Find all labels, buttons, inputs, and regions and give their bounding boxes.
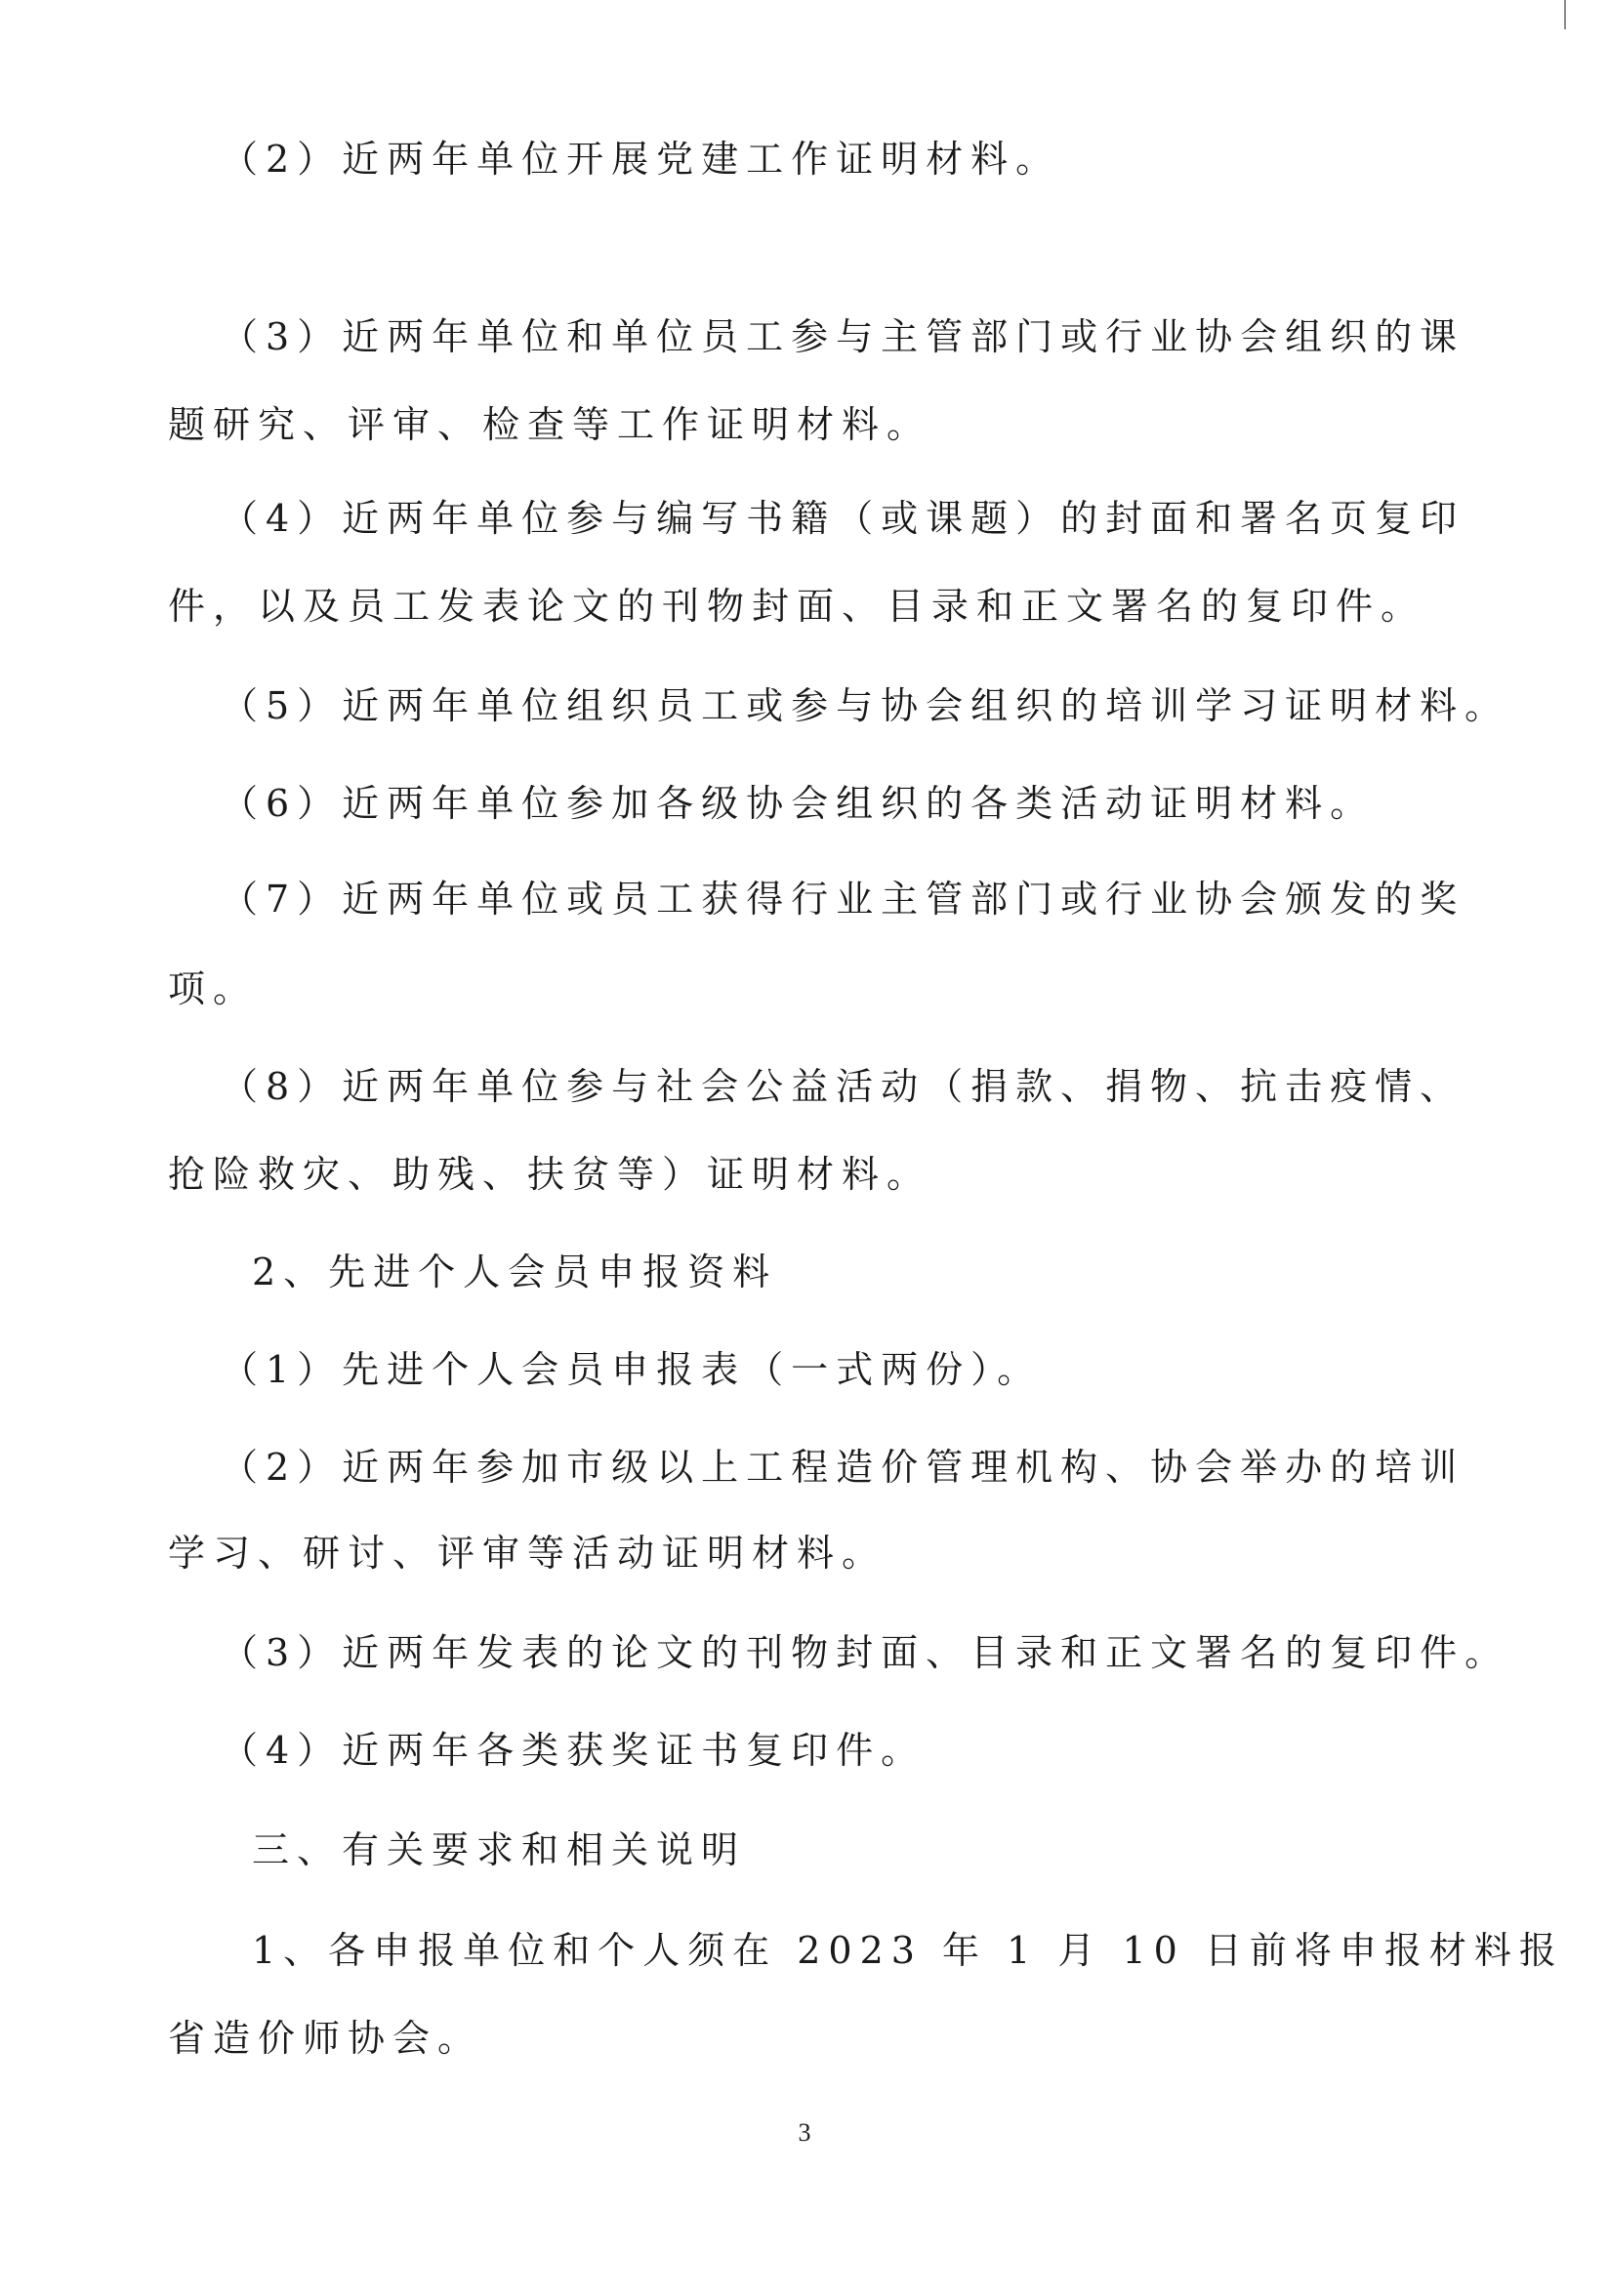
text-line: （3）近两年单位和单位员工参与主管部门或行业协会组织的课: [221, 315, 1465, 358]
text-line: （8）近两年单位参与社会公益活动（捐款、捐物、抗击疫情、: [221, 1065, 1465, 1108]
text-line: （2）近两年单位开展党建工作证明材料。: [221, 138, 1061, 181]
section-heading: 三、有关要求和相关说明: [252, 1828, 747, 1871]
text-line: 学习、研讨、评审等活动证明材料。: [168, 1532, 887, 1575]
text-line: （2）近两年参加市级以上工程造价管理机构、协会举办的培训: [221, 1446, 1465, 1489]
text-line: 项。: [168, 967, 259, 1010]
text-line: （4）近两年单位参与编写书籍（或课题）的封面和署名页复印: [221, 497, 1465, 540]
text-line: 省造价师协会。: [168, 2017, 483, 2060]
page-number: 3: [798, 2118, 811, 2147]
text-line: 抢险救灾、助残、扶贫等）证明材料。: [168, 1153, 932, 1196]
text-line: （6）近两年单位参加各级协会组织的各类活动证明材料。: [221, 782, 1376, 825]
text-line: 题研究、评审、检查等工作证明材料。: [168, 403, 932, 446]
text-line: （3）近两年发表的论文的刊物封面、目录和正文署名的复印件。: [221, 1631, 1510, 1674]
section-subheading: 2、先进个人会员申报资料: [252, 1250, 778, 1293]
text-line: 件，以及员工发表论文的刊物封面、目录和正文署名的复印件。: [168, 585, 1426, 628]
text-line: （4）近两年各类获奖证书复印件。: [221, 1729, 927, 1772]
text-line: （1）先进个人会员申报表（一式两份）。: [221, 1348, 1043, 1391]
text-line: 1、各申报单位和个人须在 2023 年 1 月 10 日前将申报材料报: [252, 1929, 1564, 1972]
text-line: （5）近两年单位组织员工或参与协会组织的培训学习证明材料。: [221, 684, 1510, 727]
text-line: （7）近两年单位或员工获得行业主管部门或行业协会颁发的奖: [221, 878, 1465, 921]
scan-edge-mark: [1564, 0, 1566, 29]
